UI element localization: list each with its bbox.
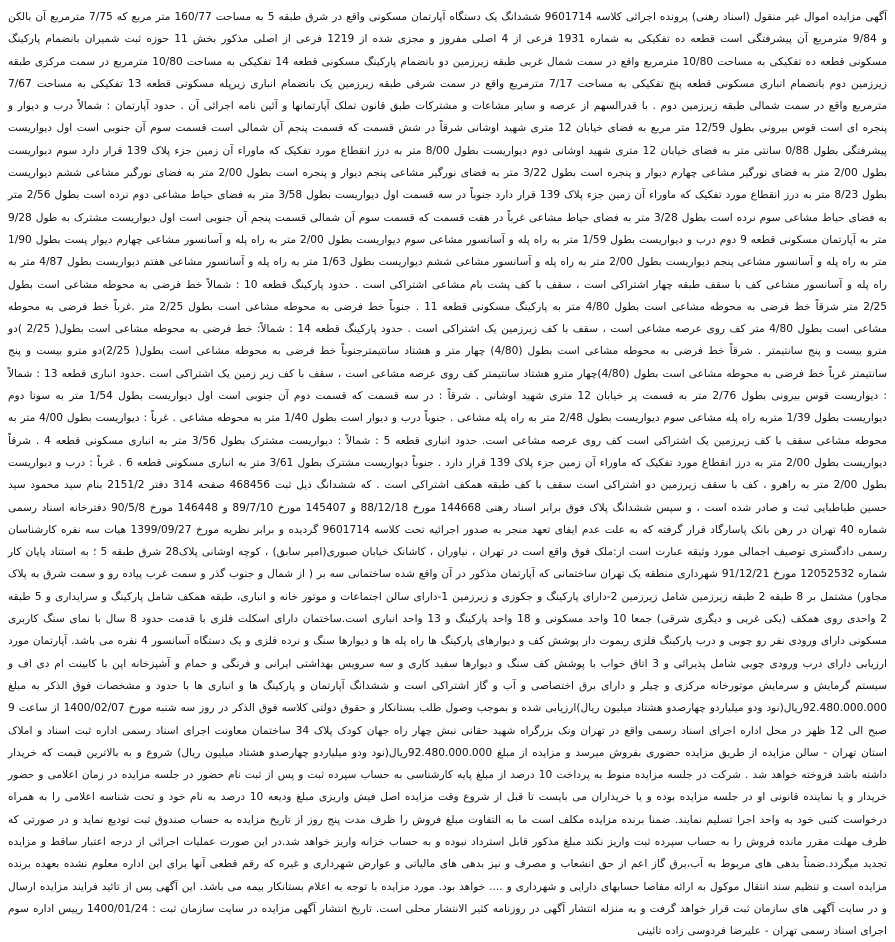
auction-notice-text: آگهی مزایده اموال غیر منقول (اسناد رهنی) پرونده اجرائی کلاسه 9601714 ششدانگ یک دستگاه آپارتمان مسکونی واقع در شرق طبقه 5 به مساحت 160/77 متر مربع که 7/75 مترمربع آن بالکن و 9/84 مترمربع آن پیشرفتگی است قطعه ده تفکیکی به شماره 1931 فرعی از 4 اصلی مفروز و مجزی شده از 1219 فرعی از اصلی مذکور بخش 11 حوزه ثبت شمیران بانضمام پارکینگ مسکونی قطعه ده تفکیکی به مساحت 10/80 مترمربع واقع در سمت شمال غربی طبقه زیرزمین دو بانضمام پارکینگ مسکونی قطعه 14 تفکیکی به مساحت 10/80 مترمربع در سمت مرکزی طبقه زیرزمین دوم بانضمام انباری مسکونی قطعه پنج تفکیکی به مساحت 7/17 مترمربع واقع در سمت شرقی طبقه زیرزمین یک بانضمام انباری زیرپله مسکونی قطعه 13 تفکیکی به مساحت 7/67 مترمربع واقع در سمت شمالی طبقه زیرزمین دوم . با قدرالسهم از عرصه و سایر مشاعات و مشترکات طبق قانون تملک آپارتمانها و آئین نامه اجرائی آن . حدود آپارتمان : شمالاً درب و دیوار و پنجره ای است قوس بیرونی بطول 12/59 متر مربع به فضای خیابان 12 متری شهید اوشانی شرقاً در شش قسمت که قسمت پنجم آن شمالی است قسمت سوم آن جنوبی است اول دیواریست پیشرفتگی بطول 0/88 سانتی متر به فضای خیابان 12 متری شهید اوشانی دوم دیواریست بطول 8/00 متر به درز انقطاع مورد تفکیک که ماوراء آن زمین جزء پلاک 139 قرار دارد سوم دیواریست بطول 2/00 متر به فضای نورگیر مشاعی چهارم دیوار و پنجره است بطول 3/22 متر به فضای نورگیر مشاعی پنجم دیوار و پنجره است بطول 2/00 متر به فضای نورگیر مشاعی ششم دیواریست بطول 8/23 متر به درز انقطاع مورد تفکیک که ماوراء آن زمین جزء پلاک 139 قرار دارد جنوباً در سه قسمت اول دیواریست بطول 3/58 متر به فضای حیاط مشاعی دوم نرده است بطول 2/56 متر به فضای حیاط مشاعی سوم نرده است بطول 3/28 متر به فضای حیاط مشاعی غرباً در هفت قسمت که قسمت سوم آن شمالی قسمت پنجم آن جنوبی است اول دیواریست مشترک به طول 9/28 متر به آپارتمان مسکونی قطعه 9 دوم درب و دیواریست بطول 1/59 متر به راه پله و آسانسور مشاعی سوم دیواریست بطول 2/00 متر به راه پله و آسانسور مشاعی چهارم دیوار پست بطول 1/90 متر به راه پله و آسانسور مشاعی پنجم دیواریست بطول 2/00 متر به راه پله و آسانسور مشاعی ششم دیواریست بطول 1/63 متر به راه پله و آسانسور مشاعی هفتم دیواریست بطول 4/87 متر به راه پله و آسانسور مشاعی کف با سقف طبقه چهار اشتراکی است ، سقف با کف پشت بام مشاعی اشتراکی است . حدود پارکینگ قطعه 10 : شمالاً خط فرضی به محوطه مشاعی است بطول 2/25 متر شرقاً خط فرضی به محوطه مشاعی است بطول 4/80 متر به پارکینگ مسکونی قطعه 11 . جنوباً خط فرضی به محوطه مشاعی است بطول 2/25 متر .غرباً خط فرضی به محوطه مشاعی است بطول 4/80 متر کف روی عرصه مشاعی است ، سقف با کف زیرزمین یک اشتراکی است . حدود پارکینگ قطعه 14 : شمالاً: خط فرضی به محوطه مشاعی است بطول( 2/25 )دو مترو بیست و پنج سانتیمتر . شرقاً خط فرضی به محوطه مشاعی است بطول (4/80) چهار متر و هشتاد سانتیمترجنوباً خط فرضی به محوطه مشاعی است بطول( 2/25)دو مترو بیست و پنج سانتیمتر غرباً خط فرضی به محوطه مشاعی است بطول (4/80)چهار مترو هشتاد سانتیمتر کف روی عرصه مشاعی است ، سقف با کف زیر زمین یک اشتراکی است .حدود انباری قطعه 13 : شمالاً : دیواریست قوس بیرونی بطول 2/76 متر به قسمت پر خیابان 12 متری شهید اوشانی . شرقاً : در سه قسمت که قسمت دوم آن جنوبی است اول دیواریست بطول 1/54 متر به سونا دوم دیواریست بطول 1/39 متربه راه پله مشاعی سوم دیواریست بطول 2/48 متر به راه پله مشاعی . جنوباً درب و دیوار است بطول 1/40 متر به محوطه مشاعی . غرباً : دیواریست بطول 4/00 متر به محوطه مشاعی سقف با کف زیرزمین یک اشتراکی است کف روی عرصه مشاعی است. حدود انباری قطعه 5 : شمالاً : دیواریست مشترک بطول 3/56 متر به انباری مسکونی قطعه 4 . شرقاً دیواریست بطول 2/00 متر به درز انقطاع مورد تفکیک که ماوراء آن زمین جزء پلاک 139 قرار دارد . جنوباً دیواریست مشترک بطول 3/61 متر به انباری مسکونی قطعه 6 . غرباً : درب و دیواریست بطول 2/00 متر به راهرو ، کف با سقف زیرزمین دو اشتراکی است سقف با کف طبقه همکف اشتراکی است . که ششدانگ ذیل ثبت 468456 صفحه 314 دفتر 2151/2 بنام سید محمود سید حسین طباطبایی ثبت و صادر شده است ، و سپس ششدانگ پلاک فوق برابر اسناد رهنی 144668 مورخ 88/12/18 و 145407 مورخ 89/7/10 و 146448 مورخ 90/5/8 دفترخانه اسناد رسمی شماره 40 تهران در رهن بانک پاسارگاد قرار گرفته که به علت عدم ایفای تعهد منجر به صدور اجرائیه تحت کلاسه 9601714 گردیده و برابر نظریه مورخ 1399/09/27 هیات سه نفره کارشناسان رسمی دادگستری توصیف اجمالی مورد وثیقه عبارت است از:ملک فوق واقع است در تهران ، نیاوران ، کاشانک خیابان صبوری(امیر سابق) ، کوچه اوشانی پلاک28 شرق طبقه 5 ؛ به استناد پایان کار شماره 12052532 مورخ 91/12/21 شهرداری منطقه یک تهران ساختمانی که آپارتمان مذکور در آن واقع شده ساختمانی سه بر ( از شمال و جنوب گذر و سمت غرب پیاده رو و سمت شرق به پلاک مجاور) مشتمل بر 8 طبقه 2 طبقه زیرزمین شامل زیرزمین 2-دارای پارکینگ و جکوزی و زیرزمین 1-دارای سالن اجتماعات و موتور خانه و انباری، طبقه همکف شامل پارکینگ و سرایداری و 5 طبقه 2 واحدی روی همکف (یکی غربی و دیگری شرقی) جمعا 10 واحد مسکونی و 18 واحد پارکینگ و 13 واحد انباری است.ساختمان دارای اسکلت فلزی با قدمت حدود 8 سال با نمای سنگ کاربری مسکونی دارای ورودی نفر رو چوبی و درب پارکینگ فلزی ریموت دار پوشش کف و دیوارهای پارکینگ ها راه پله ها و دیوارها سنگ و نرده فلزی و یک دستگاه آسانسور 4 نفره می باشد. آپارتمان مورد ارزیابی دارای درب ورودی چوبی شامل پذیرائی و 3 اتاق خواب با پوشش کف سنگ و دیوارها سفید کاری و سه سرویس بهداشتی ایرانی و فرنگی و حمام و آشپزخانه اپن با کابینت ام دی اف و سیستم گرمایش و سرمایش موتورخانه مرکزی و چیلر و دارای برق اختصاصی و آب و گاز اشتراکی است و ششدانگ آپارتمان و پارکینگ ها و انباری ها با حدود و مشخصات فوق الذکر به مبلغ 92.480.000.000ریال(نود ودو میلیاردو چهارصدو هشتاد میلیون ریال)ارزیابی شده و بموجب وصول طلب بستانکار و حقوق دولتی کلاسه فوق الذکر در روز سه شنبه مورخ 1400/02/07 از ساعت 9 صبح الی 12 ظهر در محل اداره اجرای اسناد رسمی واقع در تهران ونک بزرگراه شهید حقانی نبش چهار راه جهان کودک پلاک 34 ساختمان معاونت اجرای اسناد رسمی اداره ثبت اسناد و املاک استان تهران - سالن مزایده از طریق مزایده حضوری بفروش میرسد و مزایده از مبلغ 92.480.000.000ریال(نود ودو میلیاردو چهارصدو هشتاد میلیون ریال) شروع و به بالاترین قیمت که خریدار داشته باشد فروخته خواهد شد . شرکت در جلسه مزایده منوط به پرداخت 10 درصد از مبلغ پایه کارشناسی به حساب سپرده ثبت و پس از ثبت نام حضور در جلسه مزایده در زمان اعلامی و حضور خریدار و یا نماینده قانونی او در جلسه مزایده بوده و یا خریداران می بایست تا قبل از شروع وقت مزایده اصل فیش واریزی مبلغ ودیعه 10 درصد به نام خود و تحت شناسه اعلامی را به همراه درخواست کتبی خود به واحد اجرا تسلیم نمایند. ضمنا برنده مزایده مکلف است ما به التفاوت مبلغ فروش را ظرف مدت پنج روز از تاریخ مزایده به حساب صندوق ثبت تودیع نماید و در صورتی که ظرف مهلت مقرر مانده فروش را به حساب سپرده ثبت واریز نکند مبلغ مذکور قابل استرداد نبوده و به حساب خزانه واریز خواهد شد.در این صورت عملیات اجرائی از درجه اعتبار ساقط و مزایده تجدید میگردد.ضمناً بدهی های مربوط به آب،برق گاز اعم از حق انشعاب و مصرف و نیز بدهی های مالیاتی و عوارض شهرداری و غیره که رقم قطعی آنها برای این اداره معلوم نشده بعهده برنده مزایده است و تنظیم سند انتقال موکول به ارائه مفاصا حسابهای دارایی و شهرداری و .... خواهد بود. مورد مزایده با توجه به اعلام بستانکار بیمه می باشد. این آگهی پس از تائید فرایند مزایده ارسال و در سایت آگهی های سازمان ثبت قرار خواهد گرفت و به منزله انتشار آگهی در روزنامه کثیر الانتشار محلی است. تاریخ انتشار آگهی مزایده در سایت سازمان ثبت : 1400/01/24 رییس اداره سوم اجرای اسناد رسمی تهران - علیرضا فردوسی زاده تائینی xyxy=(8,11,888,938)
